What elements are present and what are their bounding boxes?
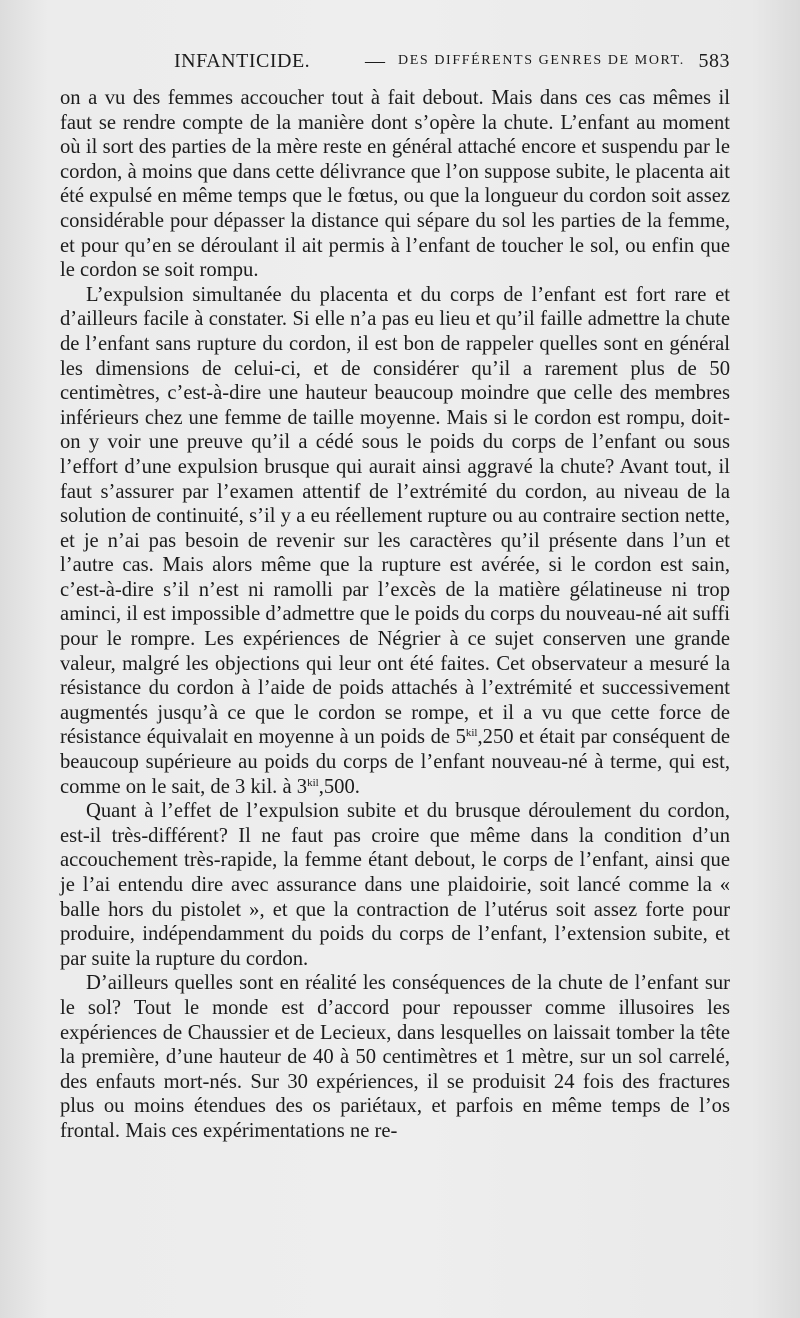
paragraph <box>60 86 730 283</box>
text-run: ,250 et était par conséquent de beaucoup supérieure au poids du corps de l’enfant nouveau-né à terme, qui est, comme on le sait, de 3 kil. à 3 <box>60 726 731 798</box>
page-number: 583 <box>698 50 730 72</box>
running-title: INFANTICIDE. <box>174 50 311 72</box>
text-run: L’expulsion simultanée du placenta et du corps de l’enfant est fort rare et d’ailleurs facile à constater. Si elle n’a pas eu lieu et qu’il faille admettre la chute de l’enfant sans rupture du cordon, il est bon de rappeler quelles sont en général les dimensions de celui-ci, et de considérer qu’il a rarement plus de 50 centimètres, c’est-à-dire une hauteur beaucoup moindre que celle des membres inférieurs chez une femme de taille moyenne. Mais si le cordon est rompu, doit-on y voir une preuve qu’il a cédé sous le poids du corps de l’enfant ou sous l’effort d’une expulsion brusque qui aurait ainsi aggravé la chute? Avant tout, il faut s’assurer par l’examen attentif de l’extrémité du cordon, au niveau de la solution de continuité, s’il y a eu réellement rupture ou au contraire section nette, et je n’ai pas besoin de revenir sur les caractères qu’il présente dans l’un et l’autre cas. Mais alors même que la rupture est avérée, si le cordon est sain, c’est-à-dire s’il n’est ni ramolli par l’excès de la matière gélatineuse ni trop aminci, il est impossible d’admettre que le poids du corps du nouveau-né ait suffi pour le rompre. Les expériences de Négrier à ce sujet conserven une grande valeur, malgré les objections qui leur ont été faites. Cet observateur a mesuré la résistance du cordon à l’aide de poids attachés à l’extrémité et successivement augmentés jusqu’à ce que le cordon se rompe, et il a vu que cette force de résistance équivalait en moyenne à un poids de 5 <box>60 283 730 749</box>
header-dash: — <box>365 50 386 72</box>
text-run: Quant à l’effet de l’expulsion subite et du brusque déroulement du cordon, est-il très-différent? Il ne faut pas croire que même dans la condition d’un accouchement très-rapide, la femme étant debout, le corps de l’enfant, ainsi que je l’ai entendu dire avec assurance dans une plaidoirie, soit lancé comme la « balle hors du pistolet », et que la contraction de l’utérus soit assez forte pour produire, indépendamment du poids du corps de l’enfant, l’extension subite, et par suite la rupture du cordon. <box>60 800 730 970</box>
text-run: on a vu des femmes accoucher tout à fait debout. Mais dans ces cas mêmes il faut se rendre compte de la manière dont s’opère la chute. L’enfant au moment où il sort des parties de la mère reste en général attaché encore et suspendu par le cordon, à moins que dans cette délivrance que l’on suppose subite, le placenta ait été expulsé en même temps que le fœtus, ou que la longueur du cordon soit assez considérable pour dépasser la distance qui sépare du sol les parties de la femme, et pour qu’en se déroulant il ait permis à l’enfant de toucher le sol, ou enfin que le cordon se soit rompu. <box>60 87 730 282</box>
running-header <box>62 50 730 82</box>
text-run: D’ailleurs quelles sont en réalité les conséquences de la chute de l’enfant sur le sol? Tout le monde est d’accord pour repousser comme illusoires les expériences de Chaussier et de Lecieux, dans lesquelles on laissait tomber la tête la première, d’une hauteur de 40 à 50 centimètres et 1 mètre, sur un sol carrelé, des enfauts mort-nés. Sur 30 expériences, il se produisit 24 fois des fractures plus ou moins étendues des os pariétaux, et parfois en même temps de l’os frontal. Mais ces expérimentations ne re- <box>60 972 730 1142</box>
paragraph <box>60 283 730 799</box>
superscript-unit: kil <box>307 776 319 789</box>
section-title: DES DIFFÉRENTS GENRES DE MORT. <box>398 53 685 68</box>
superscript-unit: kil <box>465 727 478 740</box>
text-run: ,500. <box>318 775 360 798</box>
paragraph <box>60 971 730 1143</box>
paragraph <box>60 799 730 971</box>
body-text <box>60 86 730 1144</box>
